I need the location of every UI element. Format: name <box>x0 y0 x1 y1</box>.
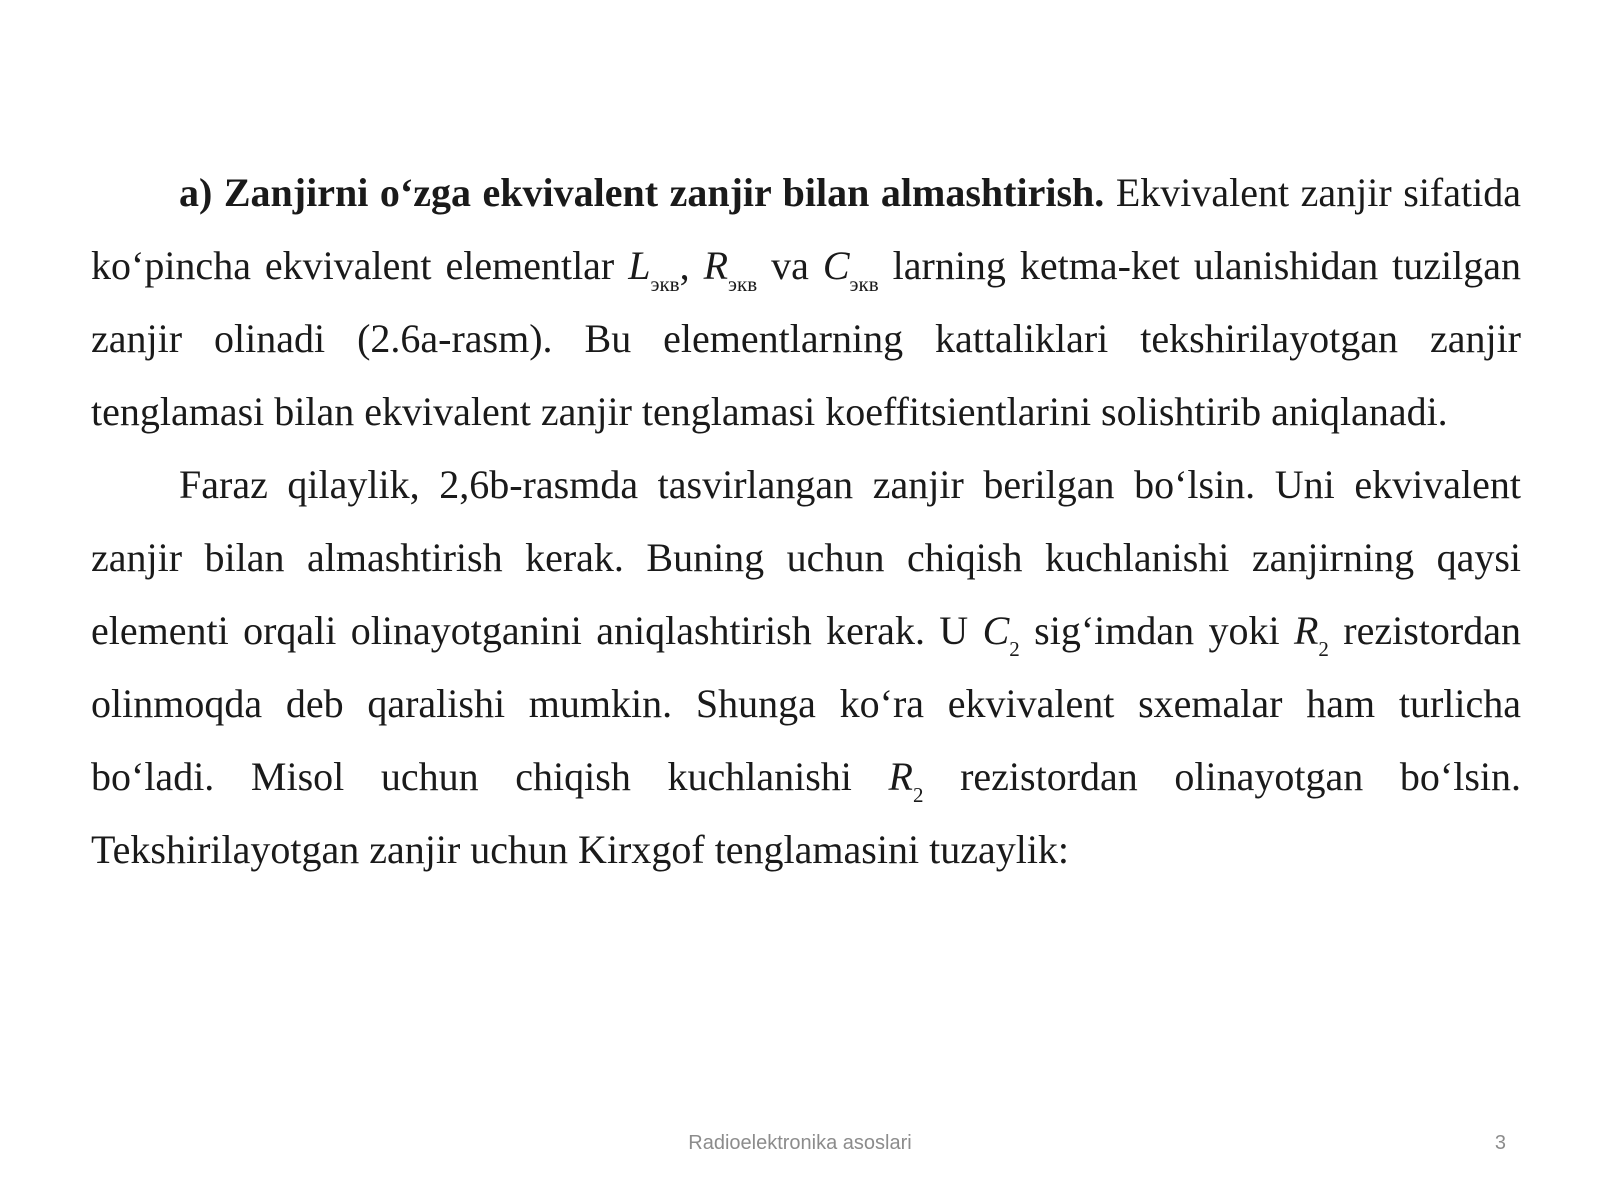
math-subscript: экв <box>849 272 879 296</box>
math-subscript: 2 <box>1009 637 1020 661</box>
section-heading: a) Zanjirni o‘zga ekvivalent zanjir bilan almashtirish. <box>179 170 1105 215</box>
math-subscript: экв <box>650 272 680 296</box>
math-subscript: 2 <box>912 783 924 807</box>
math-c2 <box>982 608 1020 661</box>
math-subscript: экв <box>728 272 758 296</box>
math-symbol: C <box>822 243 850 288</box>
connector-text: va <box>757 243 823 288</box>
math-l-equivalent <box>628 243 680 296</box>
math-symbol: L <box>628 243 651 288</box>
math-symbol: R <box>1293 608 1319 653</box>
paragraph-text: Faraz qilaylik, 2,6b-rasmda tasvirlangan zanjir berilgan bo‘lsin. Uni ekvivalent zanjir bilan almashtirish kerak. Buning uchun chiqish kuchlanishi zanjirning qaysi elementi orqali olinayotganini aniqlashtirish kerak. U <box>91 462 1521 653</box>
paragraph-text: rezistordan olinayotgan bo‘lsin. Tekshirilayotgan zanjir uchun Kirxgof tenglamasini tuzaylik: <box>91 754 1522 872</box>
math-subscript: 2 <box>1318 637 1329 661</box>
math-symbol: R <box>888 754 913 799</box>
math-symbol: R <box>703 243 729 288</box>
paragraph-equivalent-circuit <box>91 156 1521 448</box>
math-c-equivalent <box>822 243 879 296</box>
math-r2 <box>1293 608 1329 661</box>
math-r2 <box>888 754 924 807</box>
paragraph-text: sig‘imdan yoki <box>1019 608 1294 653</box>
paragraph-example <box>91 448 1521 886</box>
separator-text: , <box>679 243 704 288</box>
math-symbol: C <box>982 608 1010 653</box>
slide-number: 3 <box>1494 1132 1506 1154</box>
paragraph-text: larning ketma-ket ulanishidan tuzilgan zanjir olinadi (2.6a-rasm). Bu elementlarning kattaliklari tekshirilayotgan zanjir tenglamasi bilan ekvivalent zanjir tenglamasi koeffitsientlarini solishtirib aniqlanadi. <box>91 243 1521 434</box>
footer-title: Radioelektronika asoslari <box>688 1132 912 1154</box>
paragraph-text: Ekvivalent zanjir sifatida ko‘pincha ekvivalent elementlar <box>91 170 1521 288</box>
math-r-equivalent <box>703 243 758 296</box>
slide-body <box>91 156 1521 886</box>
paragraph-text: rezistordan olinmoqda deb qaralishi mumkin. Shunga ko‘ra ekvivalent sxemalar ham turlicha bo‘ladi. Misol uchun chiqish kuchlanishi <box>91 608 1521 799</box>
